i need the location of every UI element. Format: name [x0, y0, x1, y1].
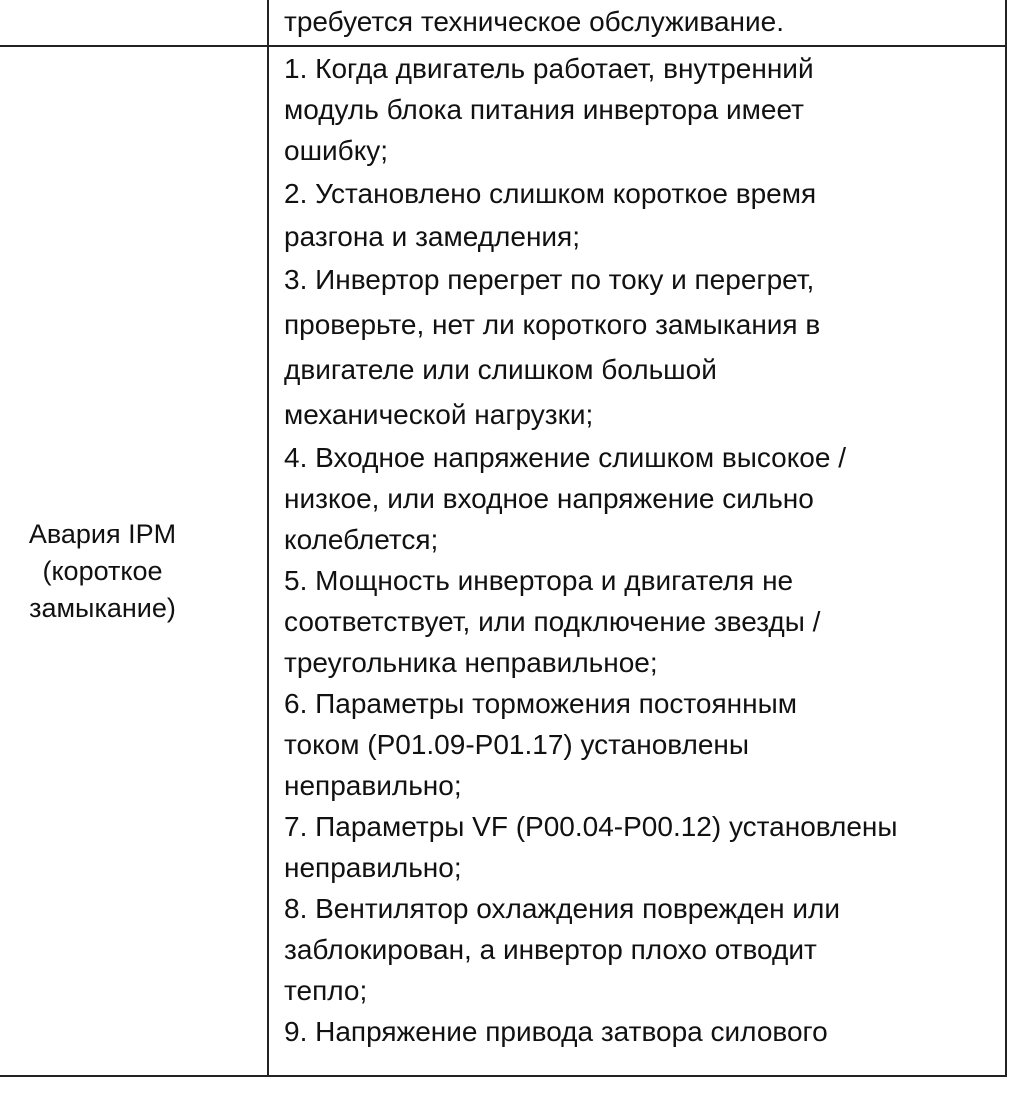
cause-line: соответствует, или подключение звезды /: [284, 606, 821, 637]
fault-name-cell: [0, 516, 205, 627]
cause-line: 9. Напряжение привода затвора силового: [284, 1016, 828, 1047]
cause-line: заблокирован, а инвертор плохо отводит: [284, 934, 817, 965]
cause-line: механической нагрузки;: [284, 399, 594, 430]
cause-line: низкое, или входное напряжение сильно: [284, 483, 814, 514]
cause-line: 2. Установлено слишком короткое время: [284, 178, 817, 209]
cause-line: разгона и замедления;: [284, 221, 580, 252]
cause-line: 6. Параметры торможения постоянным: [284, 688, 797, 719]
cause-line: 5. Мощность инвертора и двигателя не: [284, 565, 794, 596]
cause-line: треугольника неправильное;: [284, 647, 658, 678]
cause-line: 4. Входное напряжение слишком высокое /: [284, 442, 846, 473]
table-bottom-border: [0, 1075, 1007, 1077]
table-column-divider: [267, 0, 269, 1077]
cause-line: тепло;: [284, 975, 368, 1006]
cause-line: 7. Параметры VF (P00.04-P00.12) установлены: [284, 811, 898, 842]
table-right-border: [1005, 0, 1007, 1077]
cause-line: двигателе или слишком большой: [284, 354, 717, 385]
cause-line: колеблется;: [284, 524, 439, 555]
fault-name-line: (короткое: [42, 556, 163, 586]
cause-line: 1. Когда двигатель работает, внутренний: [284, 53, 814, 84]
cause-line: 3. Инвертор перегрет по току и перегрет,: [284, 264, 815, 295]
table-row-divider: [0, 45, 1007, 47]
cause-line: 8. Вентилятор охлаждения поврежден или: [284, 893, 841, 924]
cause-line: неправильно;: [284, 852, 462, 883]
previous-row-cause-last-line: требуется техническое обслуживание.: [284, 6, 784, 37]
cause-line: модуль блока питания инвертора имеет: [284, 94, 804, 125]
fault-name-line: замыкание): [29, 593, 176, 623]
cause-line: током (P01.09-P01.17) установлены: [284, 729, 750, 760]
fault-name-line: Авария IPM: [28, 519, 177, 549]
fault-causes-cell: [284, 48, 999, 1052]
cause-line: неправильно;: [284, 770, 462, 801]
cause-line: ошибку;: [284, 135, 389, 166]
cause-line: проверьте, нет ли короткого замыкания в: [284, 309, 821, 340]
